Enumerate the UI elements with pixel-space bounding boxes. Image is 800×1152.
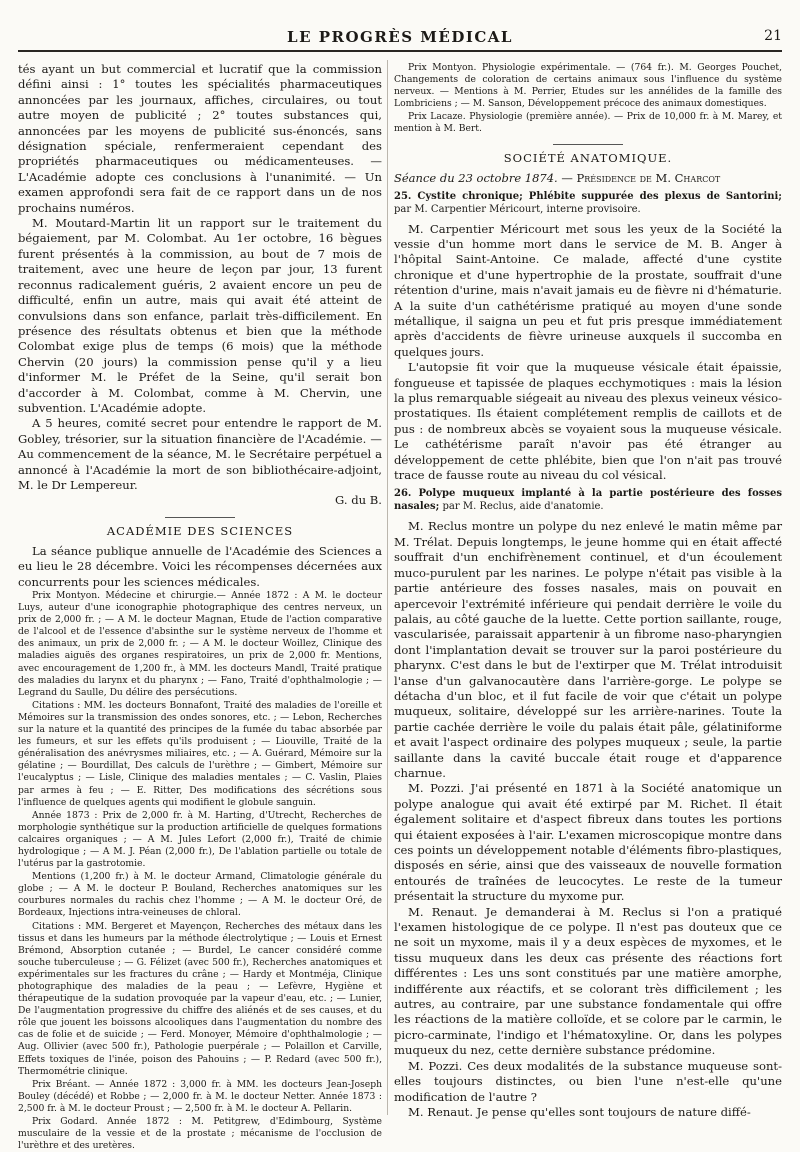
prize-annee-1873: Année 1873 : Prix de 2,000 fr. à M. Harting, d'Utrecht, Recherches de morphologie synthétique sur la production artificielle de quelques formations calcaires organiques ; — A M. Jules Lefort (2,000 fr.), Traité de chimie hydrologique ; — A M. J. Péan (2,000 fr.), De l'ablation partielle ou totale de l'utérus par la gastrotomie.: [18, 809, 382, 870]
subheading-25-author: par M. Carpentier Méricourt, interne provisoire.: [394, 203, 641, 215]
paragraph-carpentier: M. Carpentier Méricourt met sous les yeux de la Société la vessie d'un homme mort dans le service de M. B. Anger à l'hôpital Saint-Antoine. Ce malade, affecté d'une cystite chronique et d'une hypertrophie de la prostate, souffrait d'une rétention d'urine, mais n'avait jamais eu de fièvre ni d'hématurie. A la suite d'un cathétérisme pratiqué au moyen d'une sonde métallique, il saigna un peu et fut pris presque immédiatement après d'accidents de fièvre urineuse auxquels il succomba en quelques jours.: [394, 221, 782, 359]
page-header: [18, 28, 782, 52]
paragraph-renaut-2: M. Renaut. Je pense qu'elles sont toujours de nature diffé-: [408, 1104, 751, 1119]
seance-date: Séance du 23 octobre 1874.: [394, 170, 558, 185]
seance-line: [394, 171, 782, 186]
paragraph-renaut-1: M. Renaut. Je demanderai à M. Reclus si l'on a pratiqué l'examen histologique de ce polype. Il n'est pas douteux que ce ne soit un myxome, mais il y a deux espèces de myxomes, et le tissu muqueux dans les deux cas présente des réactions fort différentes : Les uns sont constitués par une matière amorphe, indifférente aux réactifs, et se colorant très difficilement ; les autres, au contraire, par une substance fondamentale qui offre les réactions de la matière colloïde, et se colore par le carmin, le picro-carminate, l'indigo et l'hématoxyline. Or, dans les polypes muqueux du nez, cette dernière substance prédomine.: [394, 904, 782, 1058]
paragraph-commission-conclusions: tés ayant un but commercial et lucratif que la commission défini ainsi : 1° toutes les spécialités pharmaceutiques annoncées par les journaux, affiches, circulaires, ou tout autre moyen de publicité ; 2° toutes substances qui, annoncées par les moyens de publicité sus-énoncés, sans désignation spéciale, renfermeraient cependant des propriétés pharmaceutiques ou médicamenteuses. — L'Académie adopte ces conclusions à l'unanimité. — Un examen approfondi sera fait de ce rapport dans un de nos prochains numéros.: [18, 62, 382, 215]
subheading-26-author: par M. Reclus, aide d'anatomie.: [442, 501, 604, 513]
paragraph-reclus: M. Reclus montre un polype du nez enlevé le matin même par M. Trélat. Depuis longtemps, le jeune homme qui en était affecté souffrait d'un enchifrènement continuel, et d'un écoulement muco-purulent par les narines. Le polype n'était pas visible à la partie antérieure des fosses nasales, mais on pouvait en apercevoir l'extrémité inférieure qui pendait derrière le voile du palais, au côté gauche de la luette. Cette portion saillante, rouge, vascularisée, paraissait appartenir à un fibrome naso-pharyngien dont l'implantation devait se trouver sur la paroi postérieure du pharynx. C'est dans le but de l'extirper que M. Trélat introduisit l'anse d'un galvanocautère dans l'arrière-gorge. Le polype se détacha d'un bloc, et il fut facile de voir que c'était un polype muqueux, solitaire, développé sur les arrière-narines. Toute la partie cachée derrière le voile du palais était pâle, gélatiniforme et avait l'aspect ordinaire des polypes muqueux ; seule, la partie saillante dans la cavité buccale était rouge et d'apparence charnue.: [394, 519, 782, 780]
seance-presidence: — Présidence de M. Charcot: [561, 170, 721, 185]
prize-lacaze: Prix Lacaze. Physiologie (première année). — Prix de 10,000 fr. à M. Marey, et mention à M. Bert.: [394, 111, 782, 135]
paragraph-begaiement-report: M. Moutard-Martin lit un rapport sur le traitement du bégaiement, par M. Colombat. Au 1er octobre, 16 bègues furent présentés à la commission, au bout de 7 mois de traitement, avec une heure de leçon par jour, 13 furent reconnus radicalement guéris, 2 avaient encore un peu de difficulté, enfin un autre, mais qui avait été atteint de convulsions dans son enfance, parlait très-difficilement. En présence des résultats obtenus et bien que la méthode Colombat exige plus de temps (6 mois) que la méthode Chervin (20 jours) la commission pense qu'il y a lieu d'informer M. le Préfet de la Seine, qu'il serait bon d'accorder à M. Colombat, comme à M. Chervin, une subvention. L'Académie adopte.: [18, 216, 382, 415]
paragraph-comite-secret: A 5 heures, comité secret pour entendre le rapport de M. Gobley, trésorier, sur la situation financière de l'Académie. — Au commencement de la séance, M. le Secrétaire perpétuel a annoncé à l'Académie la mort de son bibliothécaire-adjoint, M. le Dr Lempereur.: [18, 416, 382, 492]
section-rule: [553, 144, 623, 145]
journal-title: LE PROGRÈS MÉDICAL: [287, 28, 513, 46]
left-column: [18, 62, 382, 1152]
prize-godard: Prix Godard. Année 1872 : M. Petitgrew, d'Edimbourg, Système musculaire de la vessie et de la prostate ; mécanisme de l'occlusion de l'urèthre et des uretères.: [18, 1116, 382, 1152]
citations-1872: Citations : MM. les docteurs Bonnafont, Traité des maladies de l'oreille et Mémoires sur la transmission des ondes sonores, etc. ; — Lebon, Recherches sur la nature et la quantité des principes de la fumée du tabac absorbée par les fumeurs, et sur les effets qu'ils produisent ; — Liouville, Traité de la généralisation des anévrysmes miliaires, etc. ; — A. Guérard, Mémoire sur la gélatine ; — Bourdillat, Des calculs de l'urèthre ; — Gimbert, Mémoire sur l'eucalyptus ; — Lisle, Clinique des maladies mentales ; — C. Vaslin, Plaies par armes à feu ; — E. Ritter, Des modifications des sécrétions sous l'influence de quelques agents qui modifient le globule sanguin.: [18, 699, 382, 808]
prize-montyon-medecine: Prix Montyon. Médecine et chirurgie.— Année 1872 : A M. le docteur Luys, auteur d'une iconographie photographique des centres nerveux, un prix de 2,000 fr. ; — A M. le docteur Magnan, Etude de l'action comparative de l'alcool et de l'essence d'absinthe sur le système nerveux de l'homme et des animaux, un prix de 2,000 fr. ; — A M. le docteur Woillez, Clinique des maladies aiguës des organes respiratoires, un prix de 2,000 fr. Mentions, avec encouragement de 1,200 fr., à MM. les docteurs Mandl, Traité pratique des maladies du larynx et du pharynx ; — Fano, Traité d'ophthalmologie ; — Legrand du Saulle, Du délire des persécutions.: [18, 590, 382, 698]
subheading-26-title: 26. Polype muqueux implanté à la partie postérieure des fosses nasales;: [394, 488, 782, 513]
paragraph-pozzi-2: M. Pozzi. Ces deux modalités de la substance muqueuse sont-elles toujours distinctes, ou bien l'une n'est-elle qu'une modification de l'autre ?: [394, 1058, 782, 1104]
column-divider: [387, 60, 388, 1115]
author-signature: G. du B.: [335, 493, 382, 508]
section-title-academie-sciences: ACADÉMIE DES SCIENCES: [106, 523, 294, 538]
right-column: [394, 62, 782, 1119]
paragraph-pozzi-1: M. Pozzi. J'ai présenté en 1871 à la Société anatomique un polype analogue qui avait été extirpé par M. Richet. Il était également solitaire et d'aspect fibreux dans toutes les portions qui étaient exposées à l'air. L'examen microscopique montre dans ces points un développement notable d'éléments fibro-plastiques, disposés en série, ainsi que des vaisseaux de nouvelle formation entourés de traînées de leucocytes. Le reste de la tumeur présentait la structure du myxome pur.: [394, 781, 782, 904]
subheading-26: [394, 487, 782, 513]
paragraph-seance-publique: La séance publique annuelle de l'Académie des Sciences a eu lieu le 28 décembre. Voici les récompenses décernées aux concurrents pour les sciences médicales.: [18, 543, 382, 589]
section-title-societe-anatomique: SOCIÉTÉ ANATOMIQUE.: [503, 150, 673, 165]
subheading-25: [394, 190, 782, 216]
mentions-1873: Mentions (1,200 fr.) à M. le docteur Armand, Climatologie générale du globe ; — A M. le docteur P. Bouland, Recherches anatomiques sur les courbures normales du rachis chez l'homme ; — A M. le docteur Oré, de Bordeaux, Injections intra-veineuses de chloral.: [18, 871, 382, 919]
citations-1873: Citations : MM. Bergeret et Mayençon, Recherches des métaux dans les tissus et dans les humeurs par la méthode électrolytique ; — Louis et Ernest Brémond, Absorption cutanée ; — Burdel, Le cancer considéré comme souche tuberculeuse ; — G. Félizet (avec 500 fr.), Recherches anatomiques et expérimentales sur les fractures du crâne ; — Hardy et Montméja, Clinique photographique des maladies de la peau ; — Lefèvre, Hygiène et thérapeutique de la sudation provoquée par la vapeur d'eau, etc. ; — Lunier, De l'augmentation progressive du chiffre des aliénés et de ses causes, et du rôle que jouent les boissons alcooliques dans l'augmentation du nombre des cas de folie et de suicide ; — Ferd. Monoyer, Mémoire d'ophthalmologie ; — Aug. Ollivier (avec 500 fr.), Pathologie puerpérale ; — Polaillon et Carville, Effets toxiques de l'inée, poison des Pahouins ; — P. Redard (avec 500 fr.), Thermométrie clinique.: [18, 920, 382, 1077]
paragraph-autopsie: L'autopsie fit voir que la muqueuse vésicale était épaissie, fongueuse et tapissée de plaques ecchymotiques : mais la lésion la plus remarquable siégeait au niveau des plexus veineux vésico-prostatiques. Ils étaient complétement remplis de caillots et de pus : de nombreux abcès se voyaient sous la muqueuse vésicale. Le cathétérisme paraît n'avoir pas été étranger au développement de cette phlébite, bien que l'on n'ait pas trouvé trace de fausse route au niveau du col vésical.: [394, 360, 782, 483]
prize-montyon-physiologie: Prix Montyon. Physiologie expérimentale. — (764 fr.). M. Georges Pouchet, Changements de coloration de certains animaux sous l'influence du système nerveux. — Mentions à M. Perrier, Etudes sur les annélides de la famille des Lombriciens ; — M. Sanson, Développement précoce des animaux domestiques.: [394, 62, 782, 110]
subheading-25-title: 25. Cystite chronique; Phlébite suppurée des plexus de Santorini;: [394, 190, 782, 202]
prize-breant: Prix Bréant. — Année 1872 : 3,000 fr. à MM. les docteurs Jean-Joseph Bouley (décédé) et Robbe ; — 2,000 fr. à M. le docteur Netter. Année 1873 : 2,500 fr. à M. le docteur Proust ; — 2,500 fr. à M. le docteur A. Pellarin.: [18, 1078, 382, 1114]
section-rule: [165, 517, 235, 518]
page-number: 21: [764, 28, 782, 44]
